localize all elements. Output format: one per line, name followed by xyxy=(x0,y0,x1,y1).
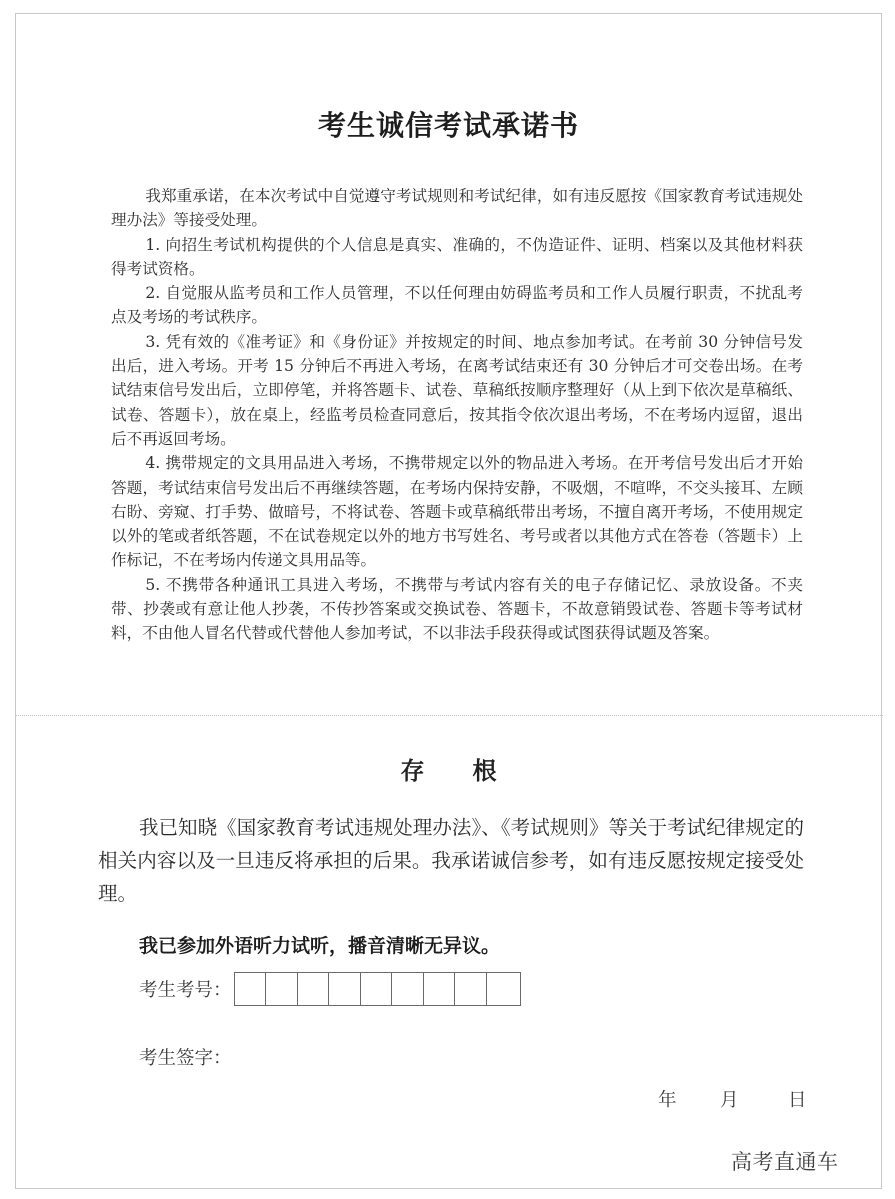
pledge-form-page xyxy=(15,13,882,1189)
exam-number-digit-box[interactable] xyxy=(424,973,456,1005)
exam-number-label: 考生考号： xyxy=(139,980,232,1001)
listening-test-statement: 我已参加外语听力试听，播音清晰无异议。 xyxy=(139,935,501,957)
pledge-item-3: 3. 凭有效的《准考证》和《身份证》并按规定的时间、地点参加考试。在考前 30 分钟信号发出后，进入考场。开考 15 分钟后不再进入考场，在离考试结束还有 30 分钟后才可交卷出场。在考试结束信号发出后，立即停笔，并将答题卡、试卷、草稿纸按顺序整理好（从上到下依次是草稿纸、试卷、答题卡），放在桌上，经监考员检查同意后，按其指令依次退出考场，不在考场内逗留，退出后不再返回考场。 xyxy=(111,332,803,448)
signature-field[interactable] xyxy=(139,1044,232,1070)
stub-title xyxy=(16,751,881,786)
exam-number-digit-box[interactable] xyxy=(298,973,330,1005)
stub-title-char-1: 存 xyxy=(400,756,425,785)
signature-label: 考生签字： xyxy=(139,1048,232,1069)
dotted-cut-line xyxy=(16,715,883,716)
stub-paragraph: 我已知晓《国家教育考试违规处理办法》、《考试规则》等关于考试纪律规定的相关内容以及一旦违反将承担的后果。我承诺诚信参考，如有违反愿按规定接受处理。 xyxy=(98,816,804,905)
date-field[interactable] xyxy=(658,1086,807,1112)
exam-number-field xyxy=(139,972,521,1006)
date-month-label: 月 xyxy=(720,1090,739,1111)
exam-number-digit-box[interactable] xyxy=(392,973,424,1005)
pledge-body xyxy=(111,184,803,646)
exam-number-digit-box[interactable] xyxy=(487,973,520,1005)
document-title: 考生诚信考试承诺书 xyxy=(317,109,579,142)
pledge-item-4: 4. 携带规定的文具用品进入考场，不携带规定以外的物品进入考场。在开考信号发出后才开始答题，考试结束信号发出后不再继续答题，在考场内保持安静，不吸烟，不喧哗，不交头接耳、左顾右盼、旁窥、打手势、做暗号，不将试卷、答题卡或草稿纸带出考场，不擅自离开考场，不使用规定以外的笔或者纸答题，不在试卷规定以外的地方书写姓名、考号或者以其他方式在答卷（答题卡）上作标记，不在考场内传递文具用品等。 xyxy=(111,454,803,570)
pledge-item-2: 2. 自觉服从监考员和工作人员管理，不以任何理由妨碍监考员和工作人员履行职责，不扰乱考点及考场的考试秩序。 xyxy=(111,284,803,327)
exam-number-digit-box[interactable] xyxy=(455,973,487,1005)
pledge-item-1: 1. 向招生考试机构提供的个人信息是真实、准确的，不伪造证件、证明、档案以及其他材料获得考试资格。 xyxy=(111,235,803,278)
exam-number-digit-box[interactable] xyxy=(361,973,393,1005)
source-watermark: 高考直通车 xyxy=(731,1150,839,1174)
date-year-label: 年 xyxy=(658,1090,677,1111)
date-day-label: 日 xyxy=(788,1090,807,1111)
exam-number-boxes[interactable] xyxy=(234,972,521,1006)
stub-body xyxy=(98,811,804,910)
pledge-item-5: 5. 不携带各种通讯工具进入考场，不携带与考试内容有关的电子存储记忆、录放设备。不夹带、抄袭或有意让他人抄袭，不传抄答案或交换试卷、答题卡，不故意销毁试卷、答题卡等考试材料，不由他人冒名代替或代替他人参加考试，不以非法手段获得或试图获得试题及答案。 xyxy=(111,575,803,643)
pledge-intro-paragraph: 我郑重承诺，在本次考试中自觉遵守考试规则和考试纪律，如有违反愿按《国家教育考试违规处理办法》等接受处理。 xyxy=(111,187,803,230)
stub-title-char-2: 根 xyxy=(472,756,497,785)
exam-number-digit-box[interactable] xyxy=(329,973,361,1005)
exam-number-digit-box[interactable] xyxy=(266,973,298,1005)
exam-number-digit-box[interactable] xyxy=(235,973,267,1005)
